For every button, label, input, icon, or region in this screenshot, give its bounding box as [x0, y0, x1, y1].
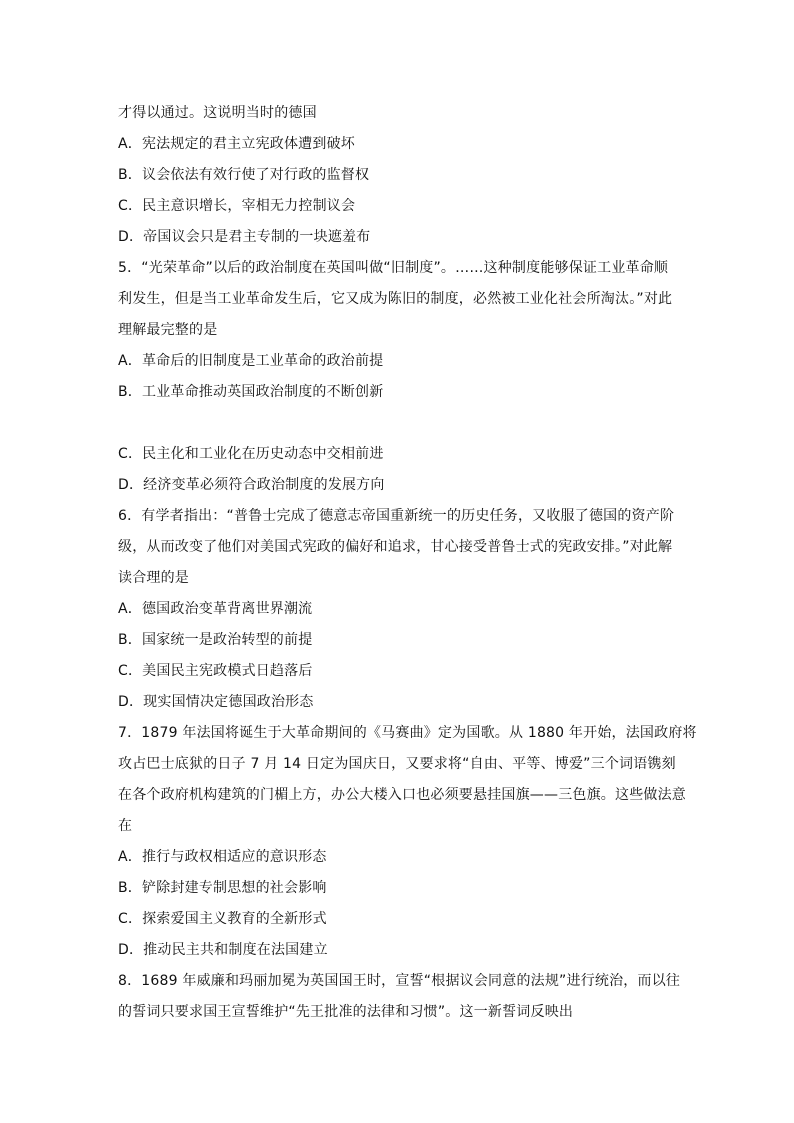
option-b: B．议会依法有效行使了对行政的监督权 — [118, 167, 370, 183]
question-7-text: 7．1879 年法国将诞生于大革命期间的《马赛曲》定为国歌。从 1880 年开始，法国政府将 — [118, 725, 697, 741]
question-8-text: 8．1689 年威廉和玛丽加冕为英国国王时，宣誓“根据议会同意的法规”进行统治，而以往 — [118, 973, 681, 989]
option-a: A．推行与政权相适应的意识形态 — [118, 849, 327, 865]
text-line: 才得以通过。这说明当时的德国 — [118, 105, 317, 121]
option-c: C．美国民主宪政模式日趋落后 — [118, 663, 313, 679]
option-b: B．铲除封建专制思想的社会影响 — [118, 880, 327, 896]
option-a: A．德国政治变革背离世界潮流 — [118, 601, 313, 617]
option-d: D．帝国议会只是君主专制的一块遮羞布 — [118, 229, 371, 245]
question-7-text: 在 — [118, 818, 133, 834]
option-a: A．革命后的旧制度是工业革命的政治前提 — [118, 353, 384, 369]
question-5-text: 理解最完整的是 — [118, 322, 218, 338]
question-6-text: 6．有学者指出：“普鲁士完成了德意志帝国重新统一的历史任务，又收服了德国的资产阶 — [118, 508, 675, 524]
option-d: D．推动民主共和制度在法国建立 — [118, 942, 328, 958]
question-5-text: 5．“光荣革命”以后的政治制度在英国叫做“旧制度”。……这种制度能够保证工业革命顺 — [118, 260, 669, 276]
option-d: D．现实国情决定德国政治形态 — [118, 694, 314, 710]
option-c: C．民主化和工业化在历史动态中交相前进 — [118, 446, 384, 462]
option-c: C．探索爱国主义教育的全新形式 — [118, 911, 327, 927]
option-b: B．工业革命推动英国政治制度的不断创新 — [118, 384, 384, 400]
question-6-text: 级，从而改变了他们对美国式宪政的偏好和追求，甘心接受普鲁士式的宪政安排。”对此解 — [118, 539, 673, 555]
question-7-text: 在各个政府机构建筑的门楣上方，办公大楼入口也必须要悬挂国旗——三色旗。这些做法意 — [118, 787, 686, 803]
question-7-text: 攻占巴士底狱的日子 7 月 14 日定为国庆日，又要求将“自由、平等、博爱”三个词语镌刻 — [118, 756, 676, 772]
option-d: D．经济变革必须符合政治制度的发展方向 — [118, 477, 385, 493]
option-b: B．国家统一是政治转型的前提 — [118, 632, 313, 648]
question-5-text: 利发生，但是当工业革命发生后，它又成为陈旧的制度，必然被工业化社会所淘汰。”对此 — [118, 291, 673, 307]
option-a: A．宪法规定的君主立宪政体遭到破坏 — [118, 136, 355, 152]
question-6-text: 读合理的是 — [118, 570, 189, 586]
option-c: C．民主意识增长，宰相无力控制议会 — [118, 198, 356, 214]
question-8-text: 的誓词只要求国王宣誓维护“先王批准的法律和习惯”。这一新誓词反映出 — [118, 1004, 574, 1020]
